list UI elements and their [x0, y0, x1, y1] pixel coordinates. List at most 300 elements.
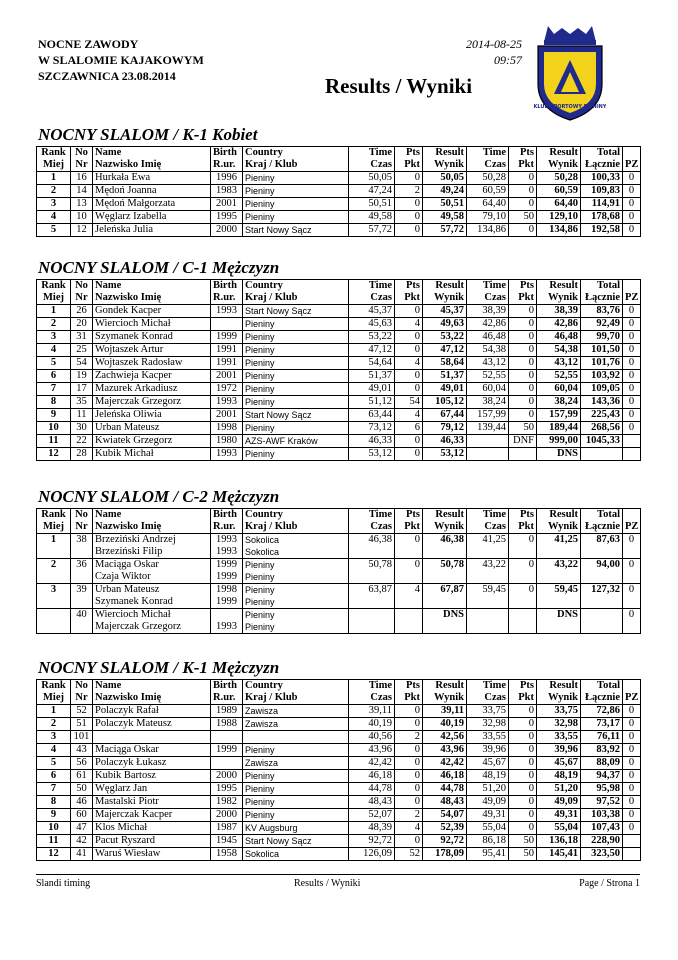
column-header-time2: Time — [467, 280, 509, 293]
cell-no: 46 — [71, 796, 93, 809]
cell-pz: 0 — [623, 705, 641, 718]
cell-name: Maciąga Oskar — [93, 744, 211, 757]
cell-result1: 42,56 — [423, 731, 467, 744]
cell-pts1: 0 — [395, 435, 423, 448]
cell-rank: 3 — [37, 198, 71, 211]
cell-result2 — [537, 571, 581, 584]
cell-time1 — [349, 621, 395, 634]
footer-title: Results / Wyniki — [294, 878, 361, 889]
cell-birth: 2001 — [211, 198, 243, 211]
column-header-pts1: Pkt — [395, 692, 423, 705]
cell-rank: 12 — [37, 448, 71, 461]
cell-pts2: 0 — [509, 305, 537, 318]
cell-time1: 47,24 — [349, 185, 395, 198]
cell-pz — [623, 848, 641, 861]
cell-result1: 46,18 — [423, 770, 467, 783]
cell-result1: 51,37 — [423, 370, 467, 383]
cell-time1: 47,12 — [349, 344, 395, 357]
cell-rank: 8 — [37, 396, 71, 409]
cell-no: 28 — [71, 448, 93, 461]
column-header-total: Łącznie — [581, 159, 623, 172]
cell-result1: 49,01 — [423, 383, 467, 396]
cell-no: 17 — [71, 383, 93, 396]
column-header-time1: Time — [349, 509, 395, 522]
column-header-result2: Wynik — [537, 292, 581, 305]
cell-total: 107,43 — [581, 822, 623, 835]
cell-pz: 0 — [623, 783, 641, 796]
table-row — [37, 848, 641, 861]
cell-total: 100,33 — [581, 172, 623, 185]
column-header-result1: Wynik — [423, 521, 467, 534]
cell-time2: 33,75 — [467, 705, 509, 718]
cell-country: Zawisza — [243, 718, 349, 731]
cell-result1: 58,64 — [423, 357, 467, 370]
column-header-pz: PZ — [623, 521, 641, 534]
cell-country: Start Nowy Sącz — [243, 835, 349, 848]
cell-country: Pieniny — [243, 344, 349, 357]
cell-pz: 0 — [623, 185, 641, 198]
cell-total: 73,17 — [581, 718, 623, 731]
column-header-pts1: Pts — [395, 280, 423, 293]
cell-pz — [623, 448, 641, 461]
cell-name: Majerczak Grzegorz — [93, 621, 211, 634]
cell-rank: 5 — [37, 224, 71, 237]
cell-time1: 57,72 — [349, 224, 395, 237]
results-table — [36, 279, 641, 461]
cell-result1: 178,09 — [423, 848, 467, 861]
column-header-rank: Miej — [37, 692, 71, 705]
cell-pts1: 4 — [395, 357, 423, 370]
page-title: Results / Wyniki — [325, 74, 473, 98]
cell-rank: 4 — [37, 344, 71, 357]
cell-pts2: 0 — [509, 718, 537, 731]
cell-result2: 50,28 — [537, 172, 581, 185]
cell-pts2: 0 — [509, 396, 537, 409]
cell-pts1: 6 — [395, 422, 423, 435]
column-header-name: Nazwisko Imię — [93, 692, 211, 705]
cell-time2: 43,22 — [467, 559, 509, 572]
cell-pz: 0 — [623, 559, 641, 572]
cell-pts2: 0 — [509, 731, 537, 744]
cell-result1: 53,12 — [423, 448, 467, 461]
column-header-name: Name — [93, 147, 211, 160]
cell-pts1: 0 — [395, 770, 423, 783]
cell-pts1 — [395, 621, 423, 634]
cell-pz: 0 — [623, 318, 641, 331]
cell-pts2 — [509, 546, 537, 559]
cell-birth: 1999 — [211, 744, 243, 757]
cell-pts1 — [395, 596, 423, 609]
cell-country: Pieniny — [243, 422, 349, 435]
cell-time1: 40,56 — [349, 731, 395, 744]
cell-name: Brzeziński Andrzej — [93, 534, 211, 547]
cell-pts1: 0 — [395, 718, 423, 731]
cell-time2 — [467, 596, 509, 609]
column-header-country: Country — [243, 280, 349, 293]
cell-birth: 1991 — [211, 344, 243, 357]
cell-result1: 52,39 — [423, 822, 467, 835]
results-table — [36, 146, 641, 237]
cell-birth: 2001 — [211, 409, 243, 422]
cell-pts1: 0 — [395, 370, 423, 383]
table-row — [37, 783, 641, 796]
table-row — [37, 796, 641, 809]
cell-birth: 1999 — [211, 331, 243, 344]
section-title: NOCNY SLALOM / K-1 Kobiet — [38, 125, 258, 144]
column-header-time2: Time — [467, 147, 509, 160]
table-row — [37, 331, 641, 344]
column-header-country: Kraj / Klub — [243, 692, 349, 705]
table-row — [37, 318, 641, 331]
cell-pts1: 0 — [395, 344, 423, 357]
cell-time1: 51,37 — [349, 370, 395, 383]
column-header-birth: R.ur. — [211, 521, 243, 534]
cell-pz: 0 — [623, 396, 641, 409]
cell-result2 — [537, 596, 581, 609]
cell-country: Pieniny — [243, 396, 349, 409]
cell-birth: 1998 — [211, 584, 243, 597]
cell-total: 228,90 — [581, 835, 623, 848]
column-header-pts2: Pts — [509, 147, 537, 160]
cell-name: Kubik Bartosz — [93, 770, 211, 783]
cell-result1: 44,78 — [423, 783, 467, 796]
column-header-total: Łącznie — [581, 692, 623, 705]
cell-name: Szymanek Konrad — [93, 596, 211, 609]
cell-pts2: 0 — [509, 584, 537, 597]
cell-name: Wiercioch Michał — [93, 609, 211, 622]
cell-time2: 49,31 — [467, 809, 509, 822]
column-header-time1: Czas — [349, 692, 395, 705]
cell-pts2: 50 — [509, 422, 537, 435]
cell-pts1 — [395, 546, 423, 559]
cell-result1: 50,51 — [423, 198, 467, 211]
table-row — [37, 584, 641, 597]
cell-time2: 60,04 — [467, 383, 509, 396]
cell-pts1: 0 — [395, 383, 423, 396]
column-header-result1: Wynik — [423, 292, 467, 305]
cell-pts1: 2 — [395, 731, 423, 744]
cell-country: Pieniny — [243, 331, 349, 344]
cell-birth: 1983 — [211, 185, 243, 198]
cell-result2: 999,00 — [537, 435, 581, 448]
cell-time1: 45,37 — [349, 305, 395, 318]
cell-result2: 33,75 — [537, 705, 581, 718]
cell-name: Majerczak Grzegorz — [93, 396, 211, 409]
column-header-no: No — [71, 680, 93, 693]
cell-result1: 54,07 — [423, 809, 467, 822]
column-header-result2: Wynik — [537, 521, 581, 534]
cell-result2: 136,18 — [537, 835, 581, 848]
table-row — [37, 609, 641, 622]
cell-country: Sokolica — [243, 848, 349, 861]
column-header-pts1: Pts — [395, 509, 423, 522]
cell-no: 30 — [71, 422, 93, 435]
cell-birth: 1999 — [211, 571, 243, 584]
cell-result1: 67,44 — [423, 409, 467, 422]
cell-pts2: 0 — [509, 198, 537, 211]
cell-no: 42 — [71, 835, 93, 848]
table-header-row — [37, 147, 641, 160]
cell-time2 — [467, 448, 509, 461]
cell-time2: 43,12 — [467, 357, 509, 370]
cell-rank: 1 — [37, 172, 71, 185]
cell-no — [71, 596, 93, 609]
cell-time1: 48,39 — [349, 822, 395, 835]
cell-time2: 54,38 — [467, 344, 509, 357]
column-header-rank: Rank — [37, 280, 71, 293]
cell-result2: 60,59 — [537, 185, 581, 198]
table-row — [37, 185, 641, 198]
cell-rank: 9 — [37, 809, 71, 822]
cell-time2: 41,25 — [467, 534, 509, 547]
cell-time1: 50,51 — [349, 198, 395, 211]
cell-result1: 79,12 — [423, 422, 467, 435]
cell-time1: 49,01 — [349, 383, 395, 396]
cell-rank: 3 — [37, 731, 71, 744]
cell-pz: 0 — [623, 211, 641, 224]
cell-pz: 0 — [623, 383, 641, 396]
cell-total: 101,50 — [581, 344, 623, 357]
cell-time2: 60,59 — [467, 185, 509, 198]
cell-total: 268,56 — [581, 422, 623, 435]
cell-time2 — [467, 571, 509, 584]
column-header-country: Country — [243, 509, 349, 522]
cell-result1: 49,24 — [423, 185, 467, 198]
cell-name: Polaczyk Rafał — [93, 705, 211, 718]
cell-result2: 46,48 — [537, 331, 581, 344]
column-header-result1: Result — [423, 680, 467, 693]
column-header-total: Total — [581, 147, 623, 160]
cell-total: 178,68 — [581, 211, 623, 224]
cell-result2: 39,96 — [537, 744, 581, 757]
cell-pz: 0 — [623, 770, 641, 783]
cell-country: Start Nowy Sącz — [243, 409, 349, 422]
column-header-rank: Rank — [37, 680, 71, 693]
cell-pts2: 0 — [509, 783, 537, 796]
column-header-result1: Result — [423, 509, 467, 522]
cell-pz: 0 — [623, 731, 641, 744]
cell-total: 83,76 — [581, 305, 623, 318]
cell-name: Wojtaszek Artur — [93, 344, 211, 357]
cell-time1: 53,12 — [349, 448, 395, 461]
column-header-pts1: Pkt — [395, 521, 423, 534]
cell-pts2: 0 — [509, 185, 537, 198]
column-header-pts1: Pkt — [395, 292, 423, 305]
column-header-total: Total — [581, 280, 623, 293]
cell-result1: 42,42 — [423, 757, 467, 770]
cell-rank: 10 — [37, 822, 71, 835]
cell-no: 38 — [71, 534, 93, 547]
cell-rank: 2 — [37, 185, 71, 198]
cell-time1: 63,44 — [349, 409, 395, 422]
cell-pz: 0 — [623, 224, 641, 237]
cell-rank: 2 — [37, 718, 71, 731]
cell-time1 — [349, 596, 395, 609]
cell-name: Pacut Ryszard — [93, 835, 211, 848]
cell-name: Majerczak Kacper — [93, 809, 211, 822]
table-header-row — [37, 692, 641, 705]
cell-birth: 1999 — [211, 596, 243, 609]
cell-time2: 52,55 — [467, 370, 509, 383]
column-header-country: Country — [243, 680, 349, 693]
column-header-no: Nr — [71, 692, 93, 705]
cell-pts2: 50 — [509, 848, 537, 861]
cell-pts2: 0 — [509, 705, 537, 718]
cell-rank: 12 — [37, 848, 71, 861]
cell-name: Brzeziński Filip — [93, 546, 211, 559]
cell-pts1: 4 — [395, 409, 423, 422]
cell-time1: 54,64 — [349, 357, 395, 370]
cell-result2: DNS — [537, 448, 581, 461]
cell-result2: 52,55 — [537, 370, 581, 383]
cell-time2: 45,67 — [467, 757, 509, 770]
cell-total: 94,37 — [581, 770, 623, 783]
cell-rank: 7 — [37, 783, 71, 796]
cell-result1: 105,12 — [423, 396, 467, 409]
cell-time1: 63,87 — [349, 584, 395, 597]
cell-total — [581, 609, 623, 622]
cell-country: Zawisza — [243, 705, 349, 718]
cell-pz — [623, 435, 641, 448]
cell-result1: 57,72 — [423, 224, 467, 237]
cell-time1: 39,11 — [349, 705, 395, 718]
club-logo — [534, 26, 606, 122]
cell-country: Pieniny — [243, 559, 349, 572]
cell-time1: 40,19 — [349, 718, 395, 731]
column-header-total: Total — [581, 509, 623, 522]
cell-result2: 43,22 — [537, 559, 581, 572]
cell-time1: 46,18 — [349, 770, 395, 783]
cell-pts2: DNF — [509, 435, 537, 448]
cell-result2: 64,40 — [537, 198, 581, 211]
cell-time1: 48,43 — [349, 796, 395, 809]
cell-name: Mędoń Małgorzata — [93, 198, 211, 211]
column-header-pz: PZ — [623, 292, 641, 305]
cell-result2: 42,86 — [537, 318, 581, 331]
cell-no: 52 — [71, 705, 93, 718]
table-row — [37, 422, 641, 435]
table-row — [37, 835, 641, 848]
column-header-pts2: Pts — [509, 280, 537, 293]
cell-pts1: 54 — [395, 396, 423, 409]
cell-pts2: 0 — [509, 383, 537, 396]
cell-birth — [211, 757, 243, 770]
cell-no: 20 — [71, 318, 93, 331]
event-title-line1: NOCNE ZAWODY — [38, 37, 139, 51]
cell-birth: 1998 — [211, 422, 243, 435]
table-row — [37, 198, 641, 211]
cell-no: 22 — [71, 435, 93, 448]
cell-pz: 0 — [623, 198, 641, 211]
cell-birth: 1987 — [211, 822, 243, 835]
table-row — [37, 559, 641, 572]
cell-total — [581, 546, 623, 559]
cell-pts2: 50 — [509, 211, 537, 224]
column-header-pts2: Pkt — [509, 159, 537, 172]
column-header-no: No — [71, 280, 93, 293]
column-header-birth: R.ur. — [211, 159, 243, 172]
column-header-birth: R.ur. — [211, 692, 243, 705]
event-location-date: SZCZAWNICA 23.08.2014 — [38, 69, 176, 83]
cell-pts1 — [395, 609, 423, 622]
cell-name: Węglarz Izabella — [93, 211, 211, 224]
cell-total: 192,58 — [581, 224, 623, 237]
cell-no: 40 — [71, 609, 93, 622]
cell-total: 94,00 — [581, 559, 623, 572]
cell-time2: 38,39 — [467, 305, 509, 318]
cell-name: Polaczyk Łukasz — [93, 757, 211, 770]
cell-result1: 40,19 — [423, 718, 467, 731]
cell-result2: 43,12 — [537, 357, 581, 370]
cell-pts2 — [509, 596, 537, 609]
cell-name: Wiercioch Michał — [93, 318, 211, 331]
table-row — [37, 435, 641, 448]
table-header-row — [37, 680, 641, 693]
cell-rank: 6 — [37, 770, 71, 783]
cell-name: Urban Mateusz — [93, 422, 211, 435]
column-header-birth: Birth — [211, 680, 243, 693]
column-header-birth: Birth — [211, 280, 243, 293]
cell-no: 11 — [71, 409, 93, 422]
cell-pz — [623, 571, 641, 584]
results-section — [36, 257, 640, 461]
column-header-total: Total — [581, 680, 623, 693]
footer-page-number: Page / Strona 1 — [579, 878, 640, 889]
cell-pz: 0 — [623, 609, 641, 622]
cell-pz — [623, 546, 641, 559]
cell-no: 35 — [71, 396, 93, 409]
column-header-rank: Rank — [37, 147, 71, 160]
cell-time2: 46,48 — [467, 331, 509, 344]
cell-rank: 1 — [37, 305, 71, 318]
cell-result1: 48,43 — [423, 796, 467, 809]
column-header-birth: Birth — [211, 509, 243, 522]
cell-pz: 0 — [623, 344, 641, 357]
cell-rank: 10 — [37, 422, 71, 435]
column-header-no: No — [71, 147, 93, 160]
cell-pts2: 0 — [509, 331, 537, 344]
cell-result2: 49,31 — [537, 809, 581, 822]
cell-pts2: 0 — [509, 318, 537, 331]
column-header-result2: Result — [537, 147, 581, 160]
column-header-time1: Czas — [349, 521, 395, 534]
cell-pts1: 0 — [395, 705, 423, 718]
column-header-rank: Miej — [37, 292, 71, 305]
cell-pts2: 0 — [509, 809, 537, 822]
cell-total — [581, 448, 623, 461]
cell-result2: 38,39 — [537, 305, 581, 318]
column-header-name: Nazwisko Imię — [93, 521, 211, 534]
column-header-pz — [623, 509, 641, 522]
table-row — [37, 621, 641, 634]
cell-rank — [37, 546, 71, 559]
table-row — [37, 571, 641, 584]
column-header-pz: PZ — [623, 692, 641, 705]
cell-name: Mastalski Piotr — [93, 796, 211, 809]
cell-pts2: 0 — [509, 344, 537, 357]
column-header-result2: Result — [537, 680, 581, 693]
cell-total: 88,09 — [581, 757, 623, 770]
cell-result2: 54,38 — [537, 344, 581, 357]
column-header-pts2: Pkt — [509, 292, 537, 305]
cell-result1: 47,12 — [423, 344, 467, 357]
cell-time1: 51,12 — [349, 396, 395, 409]
cell-birth: 1993 — [211, 621, 243, 634]
cell-no: 51 — [71, 718, 93, 731]
cell-country: Pieniny — [243, 796, 349, 809]
cell-birth: 1982 — [211, 796, 243, 809]
column-header-result1: Result — [423, 147, 467, 160]
